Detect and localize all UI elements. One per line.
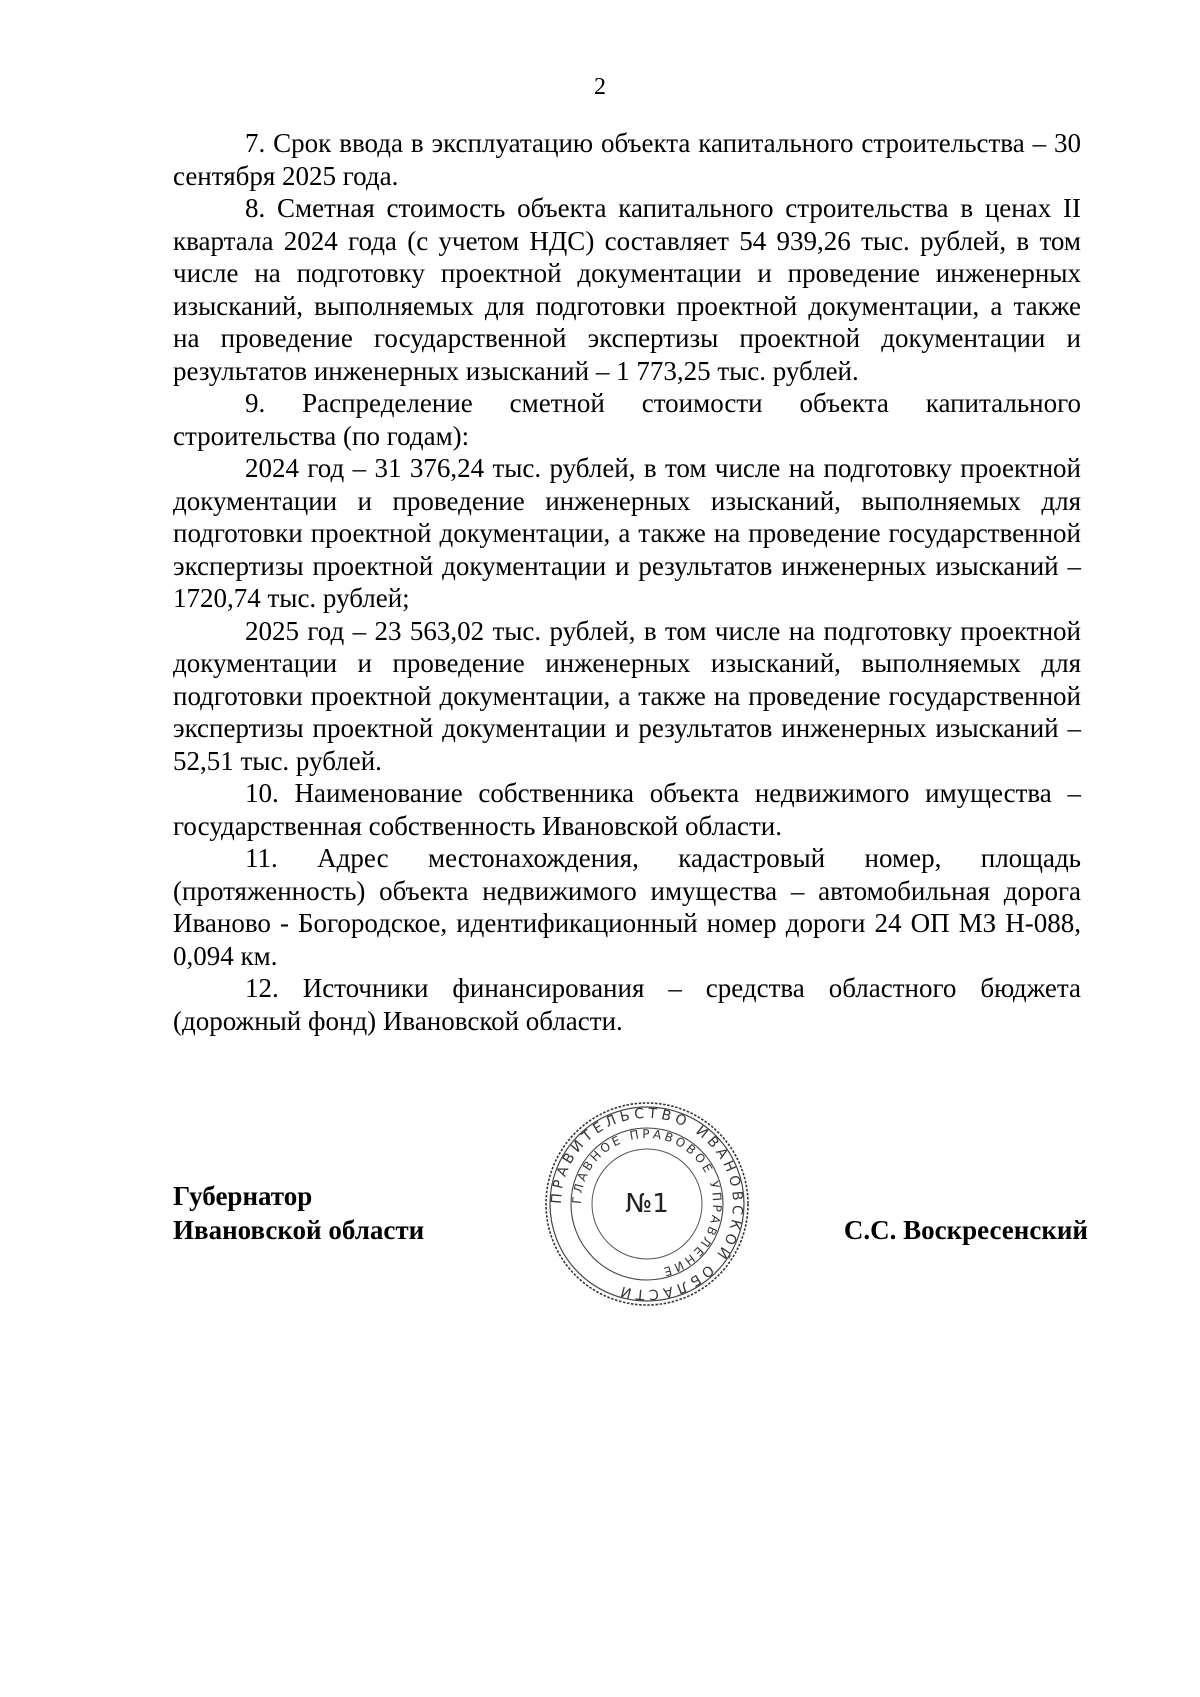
official-stamp — [543, 1100, 751, 1308]
svg-text:ПРАВИТЕЛЬСТВО ИВАНОВСКОЙ ОБЛАС: ПРАВИТЕЛЬСТВО ИВАНОВСКОЙ ОБЛАСТИ — [548, 1105, 746, 1303]
page-number: 2 — [594, 74, 606, 100]
paragraph-9-year-2025: 2025 год – 23 563,02 тыс. рублей, в том числе на подготовку проектной документации и проведение инженерных изысканий, выполняемых для подготовки проектной документации, а также на проведение государственной экспертизы проектной документации и результатов инженерных изысканий – 52,51 тыс. рублей. — [173, 615, 1081, 776]
signatory-title-line-1: Губернатор — [173, 1181, 313, 1211]
paragraph-8: 8. Сметная стоимость объекта капитального строительства в ценах II квартала 2024 года (с учетом НДС) составляет 54 939,26 тыс. рублей, в том числе на подготовку проектной документации и проведение инженерных изысканий, выполняемых для подготовки проектной документации, а также на проведение государственной экспертизы проектной документации и результатов инженерных изысканий – 1 773,25 тыс. рублей. — [173, 193, 1081, 386]
paragraph-9: 9. Распределение сметной стоимости объекта капитального строительства (по годам): — [173, 388, 1081, 451]
paragraph-7: 7. Срок ввода в эксплуатацию объекта капитального строительства – 30 сентября 2025 года. — [173, 128, 1081, 191]
signatory-title — [173, 1179, 424, 1247]
svg-text:№1: №1 — [625, 1189, 669, 1219]
paragraph-12: 12. Источники финансирования – средства областного бюджета (дорожный фонд) Ивановской области. — [173, 973, 1081, 1036]
signatory-name: С.С. Воскресенский — [843, 1215, 1088, 1245]
signatory-title-line-2: Ивановской области — [173, 1215, 425, 1245]
document-body — [173, 127, 1081, 1037]
svg-text:ГЛАВНОЕ ПРАВОВОЕ УПРАВЛЕНИЕ: ГЛАВНОЕ ПРАВОВОЕ УПРАВЛЕНИЕ — [569, 1126, 725, 1280]
paragraph-11: 11. Адрес местонахождения, кадастровый номер, площадь (протяженность) объекта недвижимого имущества – автомобильная дорога Иваново - Богородское, идентификационный номер дороги 24 ОП МЗ Н-088, 0,094 км. — [173, 843, 1081, 971]
paragraph-10: 10. Наименование собственника объекта недвижимого имущества – государственная собственность Ивановской области. — [173, 778, 1081, 841]
paragraph-9-year-2024: 2024 год – 31 376,24 тыс. рублей, в том числе на подготовку проектной документации и проведение инженерных изысканий, выполняемых для подготовки проектной документации, а также на проведение государственной экспертизы проектной документации и результатов инженерных изысканий – 1720,74 тыс. рублей; — [173, 453, 1081, 613]
